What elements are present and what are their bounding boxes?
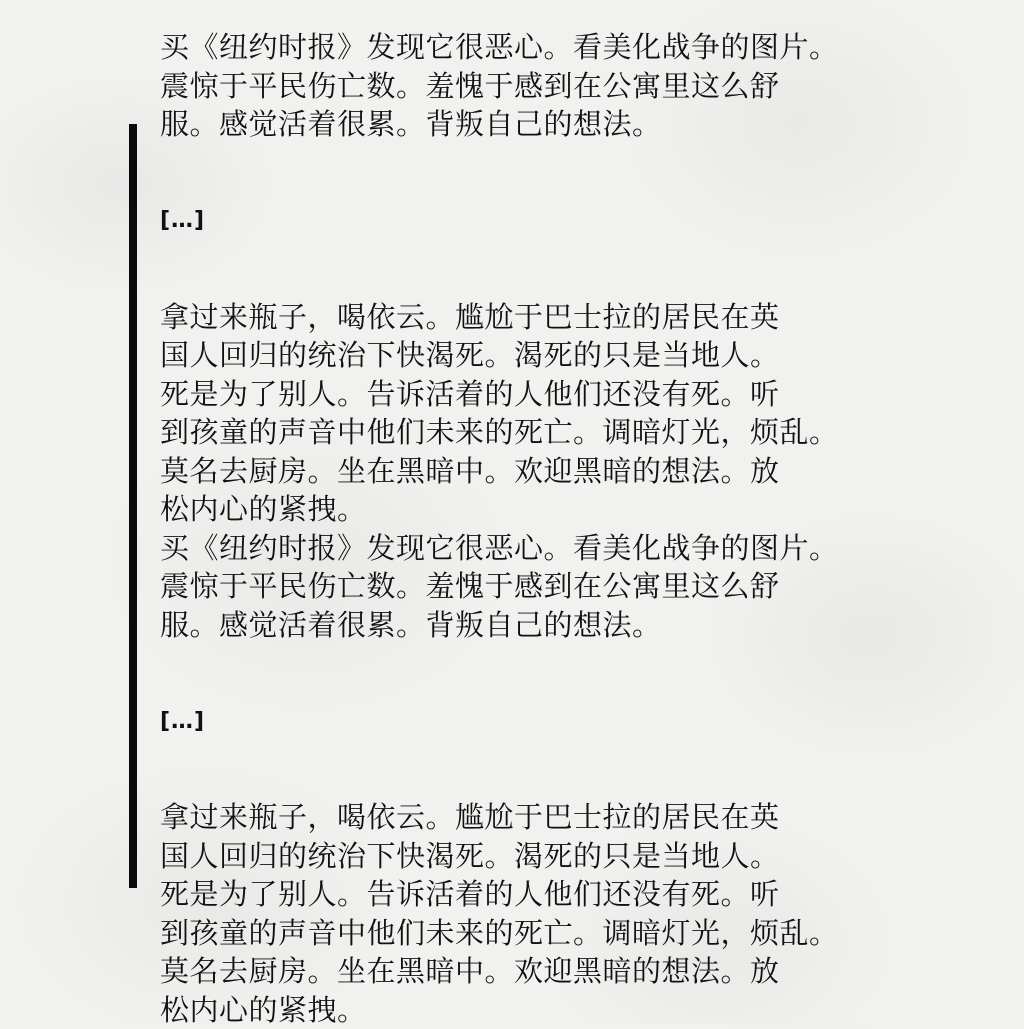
text-line: 死是为了别人。告诉活着的人他们还没有死。听 [160,875,1000,914]
text-line: 拿过来瓶子，喝依云。尴尬于巴士拉的居民在英 [160,798,1000,837]
omission-marker [160,144,1000,298]
text-line: 松内心的紧拽。 [160,991,1000,1029]
text-line: 松内心的紧拽。 [160,490,1000,529]
text-line: 拿过来瓶子，喝依云。尴尬于巴士拉的居民在英 [160,298,1000,337]
omission-text: […] [160,709,205,734]
text-line: 莫名去厨房。坐在黑暗中。欢迎黑暗的想法。放 [160,952,1000,991]
text-line: 买《纽约时报》发现它很恶心。看美化战争的图片。 [160,529,1000,568]
text-line: 国人回归的统治下快渴死。渴死的只是当地人。 [160,336,1000,375]
text-line: 国人回归的统治下快渴死。渴死的只是当地人。 [160,837,1000,876]
omission-text: […] [160,208,205,233]
text-line: 服。感觉活着很累。背叛自己的想法。 [160,105,1000,144]
blockquote [160,28,1000,1029]
text-line: 到孩童的声音中他们未来的死亡。调暗灯光，烦乱。 [160,914,1000,953]
blockquote-bar [129,124,137,888]
text-line: 到孩童的声音中他们未来的死亡。调暗灯光，烦乱。 [160,413,1000,452]
text-line: 服。感觉活着很累。背叛自己的想法。 [160,606,1000,645]
paragraph-3 [160,529,1000,645]
text-line: 震惊于平民伤亡数。羞愧于感到在公寓里这么舒 [160,567,1000,606]
paragraph-4 [160,798,1000,1029]
text-line: 震惊于平民伤亡数。羞愧于感到在公寓里这么舒 [160,67,1000,106]
paragraph-1 [160,28,1000,144]
text-line: 死是为了别人。告诉活着的人他们还没有死。听 [160,375,1000,414]
paragraph-2 [160,298,1000,529]
omission-marker [160,644,1000,798]
text-line: 买《纽约时报》发现它很恶心。看美化战争的图片。 [160,28,1000,67]
text-line: 莫名去厨房。坐在黑暗中。欢迎黑暗的想法。放 [160,452,1000,491]
